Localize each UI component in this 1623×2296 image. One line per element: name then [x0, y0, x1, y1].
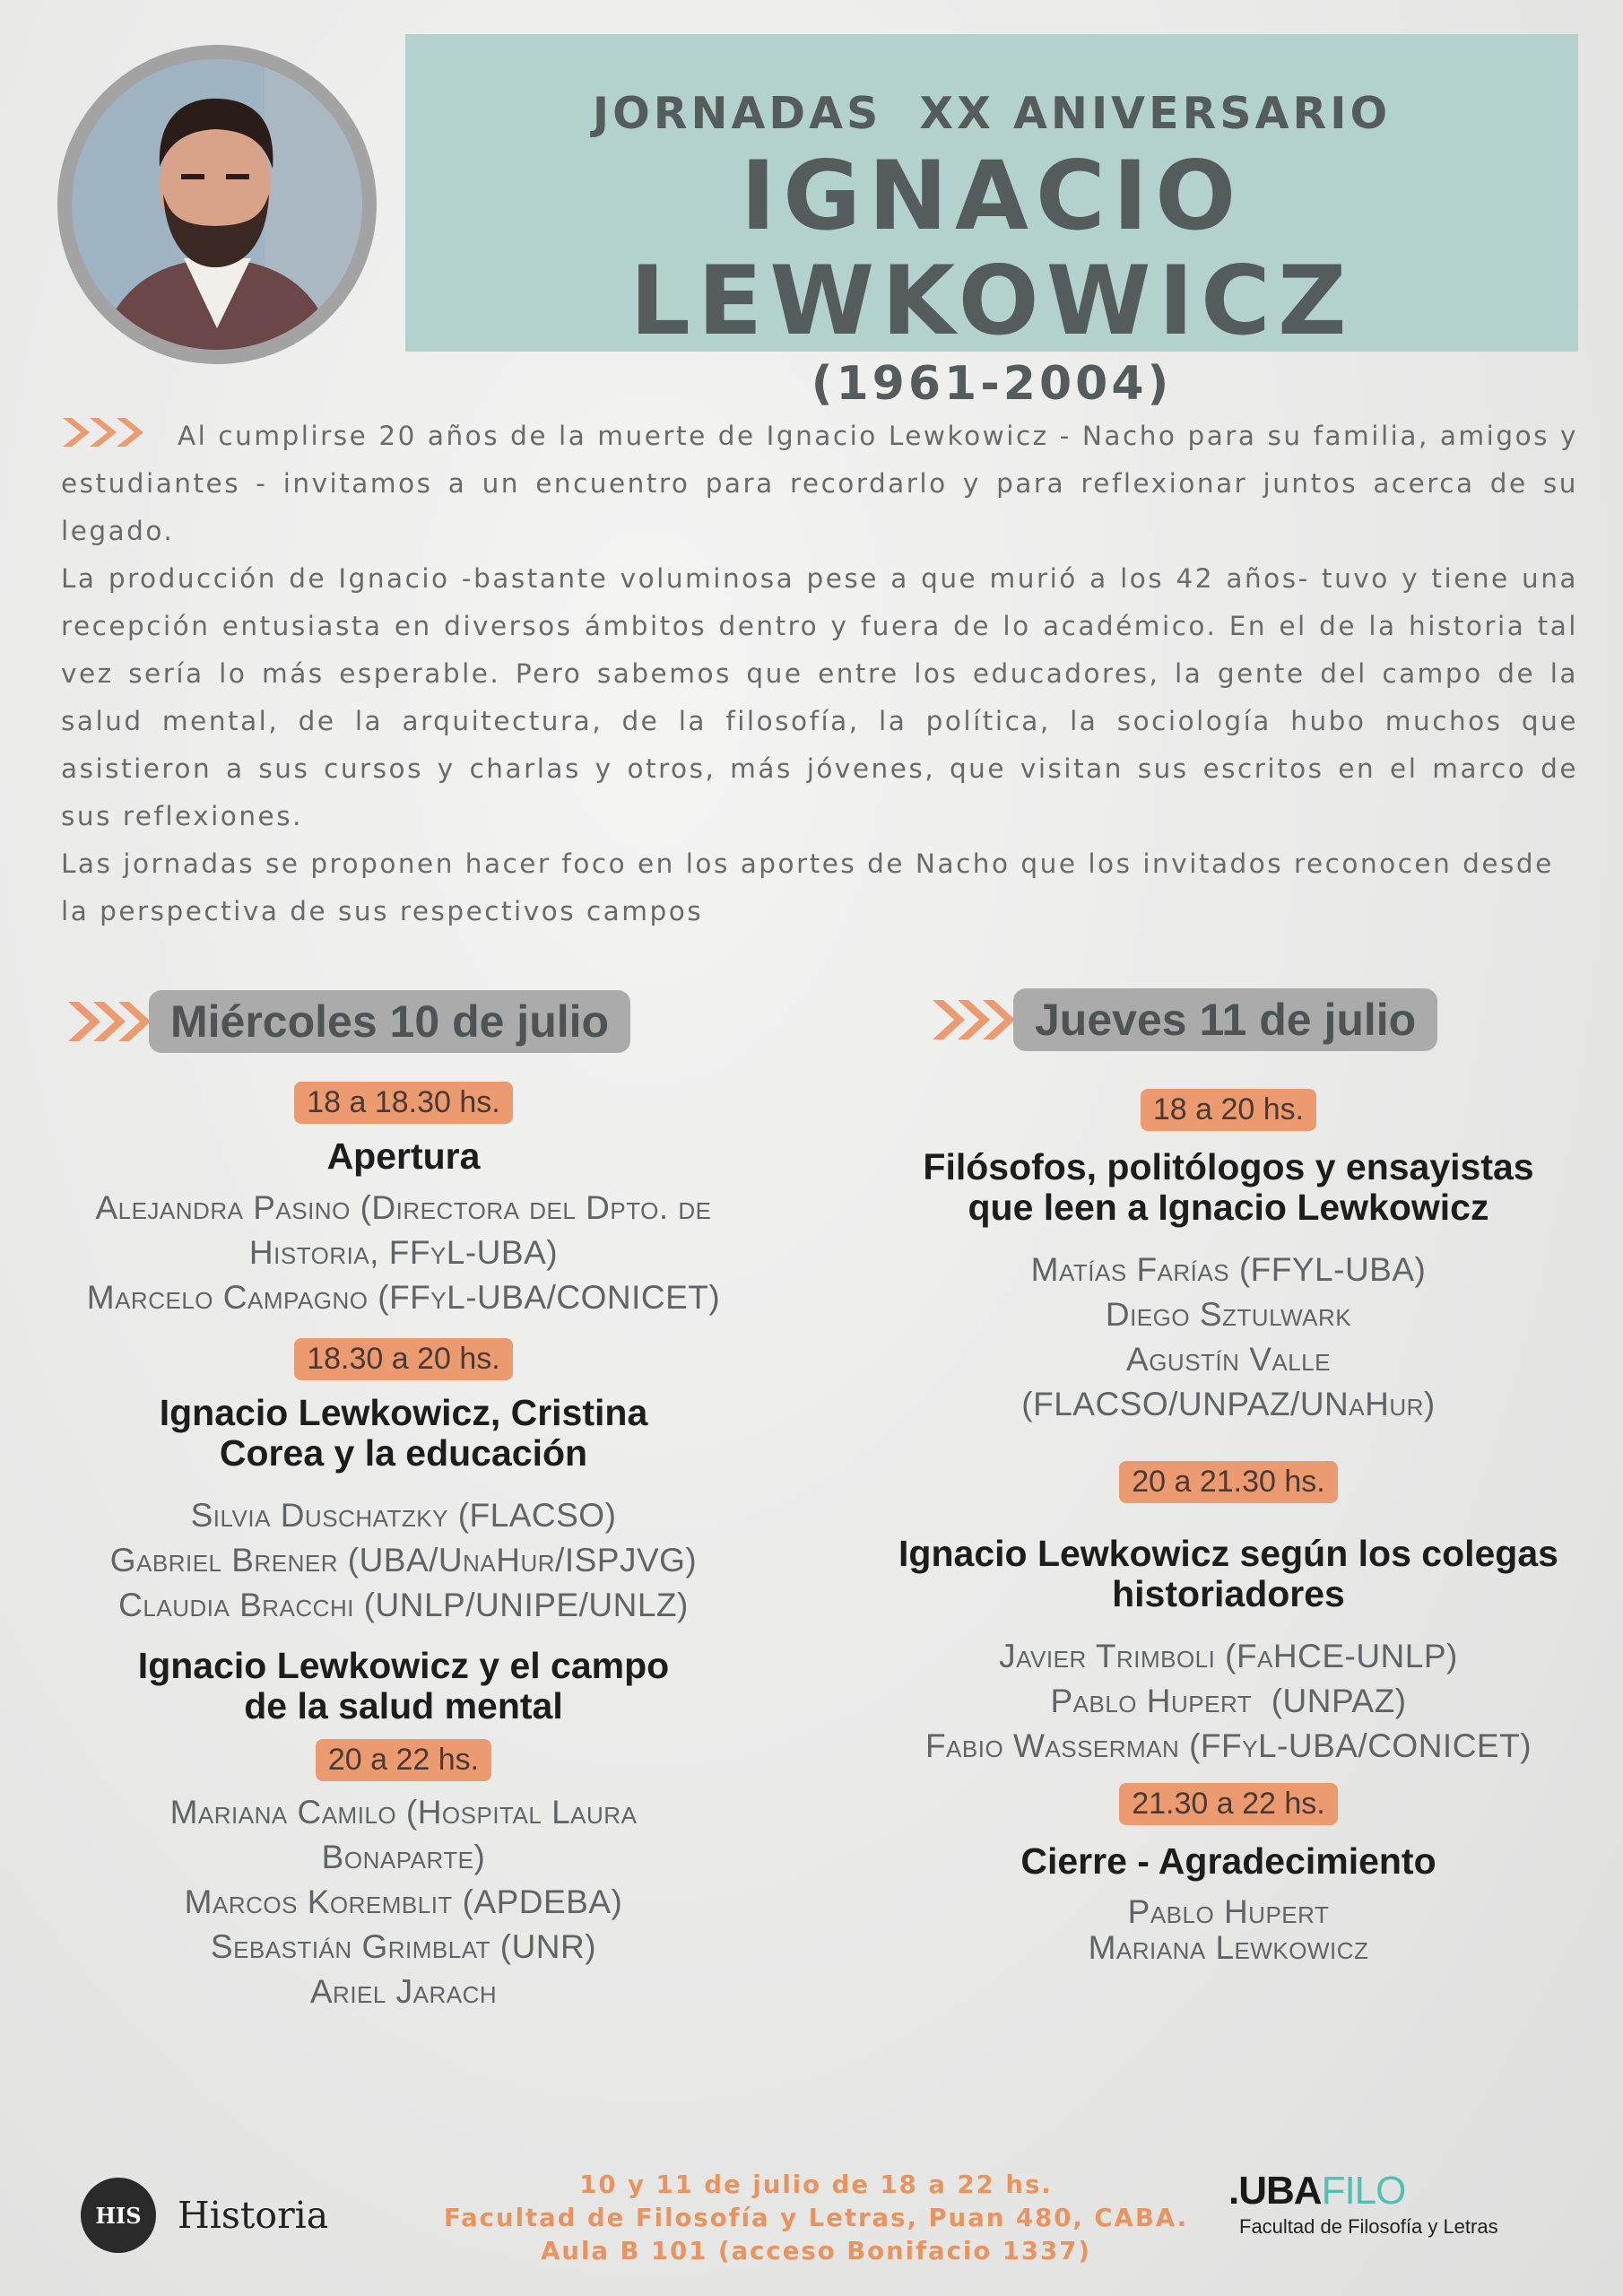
speaker-list: [861, 1894, 1596, 1966]
day2-session-3: [861, 1783, 1596, 1966]
intro-paragraph-2: La producción de Ignacio -bastante voluminosa pese a que murió a los 42 años- tuvo y tiene una recepción entusiasta en diversos ámbitos dentro y fuera de lo académico. En el de la historia tal vez sería lo más esperable. Pero sabemos que entre los educadores, la gente del campo de la salud mental, de la arquitectura, de la filosofía, la política, la sociología hubo muchos que asistieron a sus cursos y charlas y otros, más jóvenes, que visitan sus escritos en el marco de sus reflexiones.: [61, 563, 1578, 831]
uba-wordmark-part: .UBA: [1228, 2169, 1322, 2213]
honoree-years: (1961-2004): [811, 357, 1173, 412]
speaker: Marcos Koremblit (APDEBA): [184, 1883, 623, 1920]
speaker: Silvia Duschatzky (FLACSO): [190, 1497, 617, 1534]
day2-program: [861, 1089, 1596, 1966]
day1-session-2: [54, 1338, 753, 1628]
speaker: Fabio Wasserman (FFyL-UBA/CONICET): [924, 1727, 1532, 1764]
speaker-list: [54, 1493, 753, 1628]
session-title: Ignacio Lewkowicz según los colegas historiadores: [898, 1533, 1558, 1614]
historia-label: Historia: [178, 2194, 329, 2237]
session-title: Filósofos, politólogos y ensayistas que leen a Ignacio Lewkowicz: [923, 1146, 1534, 1228]
historia-logo: [81, 2178, 328, 2253]
session-title: Ignacio Lewkowicz y el campo de la salud mental: [137, 1645, 670, 1726]
uba-filo-wordmark: [1228, 2169, 1498, 2213]
event-venue: Facultad de Filosofía y Letras, Puan 480, CABA.: [443, 2204, 1189, 2232]
speaker-list: [54, 1790, 753, 2014]
day2-session-1: [861, 1089, 1596, 1427]
day1-heading: [66, 990, 630, 1053]
intro-paragraph-1-text: Al cumplirse 20 años de la muerte de Ignacio Lewkowicz - Nacho para su familia, amigos y estudiantes - invitamos a un encuentro para recordarlo y para reflexionar juntos acerca de su legado.: [61, 421, 1578, 546]
title-banner: [405, 34, 1578, 412]
speaker: Alejandra Pasino (Directora del Dpto. de: [95, 1189, 712, 1226]
intro-paragraph-1: [61, 413, 1578, 555]
event-kicker: JORNADAS XX ANIVERSARIO: [592, 88, 1392, 139]
speaker: Gabriel Brener (UBA/UnaHur/ISPJVG): [109, 1542, 698, 1578]
intro-paragraph-3: Las jornadas se proponen hacer foco en los aportes de Nacho que los invitados reconocen desde la perspectiva de sus respectivos campos: [61, 848, 1554, 926]
his-badge: HIS: [81, 2178, 156, 2253]
session-time: 18 a 20 hs.: [1141, 1089, 1316, 1131]
speaker: Agustín Valle: [1126, 1341, 1331, 1378]
session-time: 18.30 a 20 hs.: [294, 1338, 513, 1380]
day2-session-2: [861, 1461, 1596, 1769]
speaker: Sebastián Grimblat (UNR): [210, 1928, 597, 1965]
speaker: Diego Sztulwark: [1105, 1296, 1352, 1333]
portrait-photo: [72, 59, 362, 350]
speaker-list: [861, 1248, 1596, 1427]
speaker: Pablo Hupert (UNPAZ): [1050, 1683, 1407, 1719]
day1-session-1: [54, 1082, 753, 1320]
day1-program: [54, 1082, 753, 2014]
chevrons-icon: [66, 995, 156, 1048]
speaker: (FLACSO/UNPAZ/UNaHur): [1021, 1386, 1436, 1422]
event-details: [412, 2169, 1219, 2268]
speaker: Marcelo Campagno (FFyL-UBA/CONICET): [86, 1279, 721, 1316]
session-time: 20 a 21.30 hs.: [1119, 1461, 1338, 1503]
event-dates: 10 y 11 de julio de 18 a 22 hs.: [579, 2170, 1053, 2199]
session-time: 18 a 18.30 hs.: [294, 1082, 513, 1124]
speaker: Mariana Lewkowicz: [1088, 1929, 1369, 1966]
speaker: Javier Trimboli (FaHCE-UNLP): [999, 1638, 1458, 1674]
portrait-frame: [57, 45, 377, 364]
intro-text: [61, 413, 1578, 935]
speaker: Historia, FFyL-UBA): [248, 1234, 559, 1271]
chevrons-icon: [61, 414, 151, 450]
speaker: Mariana Camilo (Hospital Laura: [169, 1794, 638, 1831]
uba-filo-logo: [1228, 2169, 1498, 2239]
speaker: Matías Farías (FFYL-UBA): [1030, 1251, 1427, 1288]
day2-label: Jueves 11 de julio: [1013, 988, 1437, 1051]
session-title: Cierre - Agradecimiento: [1020, 1840, 1436, 1882]
honoree-name: IGNACIO LEWKOWICZ: [629, 141, 1354, 356]
day1-label: Miércoles 10 de julio: [149, 990, 630, 1053]
day2-heading: [931, 988, 1437, 1051]
event-room: Aula B 101 (acceso Bonifacio 1337): [541, 2237, 1091, 2266]
session-title: Apertura: [326, 1135, 481, 1177]
session-time: 21.30 a 22 hs.: [1119, 1783, 1338, 1825]
speaker: Ariel Jarach: [309, 1973, 498, 2010]
portrait-illustration: [72, 59, 362, 350]
session-time: 20 a 22 hs.: [316, 1739, 491, 1781]
day1-session-3: [54, 1646, 753, 2014]
filo-wordmark-part: FILO: [1321, 2169, 1406, 2213]
speaker-list: [54, 1186, 753, 1320]
speaker: Bonaparte): [321, 1839, 486, 1875]
speaker-list: [861, 1634, 1596, 1769]
speaker: Claudia Bracchi (UNLP/UNIPE/UNLZ): [118, 1587, 689, 1623]
chevrons-icon: [931, 993, 1020, 1047]
session-title: Ignacio Lewkowicz, Cristina Corea y la educación: [159, 1392, 648, 1474]
speaker: Pablo Hupert: [1127, 1893, 1330, 1930]
faculty-name: Facultad de Filosofía y Letras: [1239, 2215, 1498, 2238]
